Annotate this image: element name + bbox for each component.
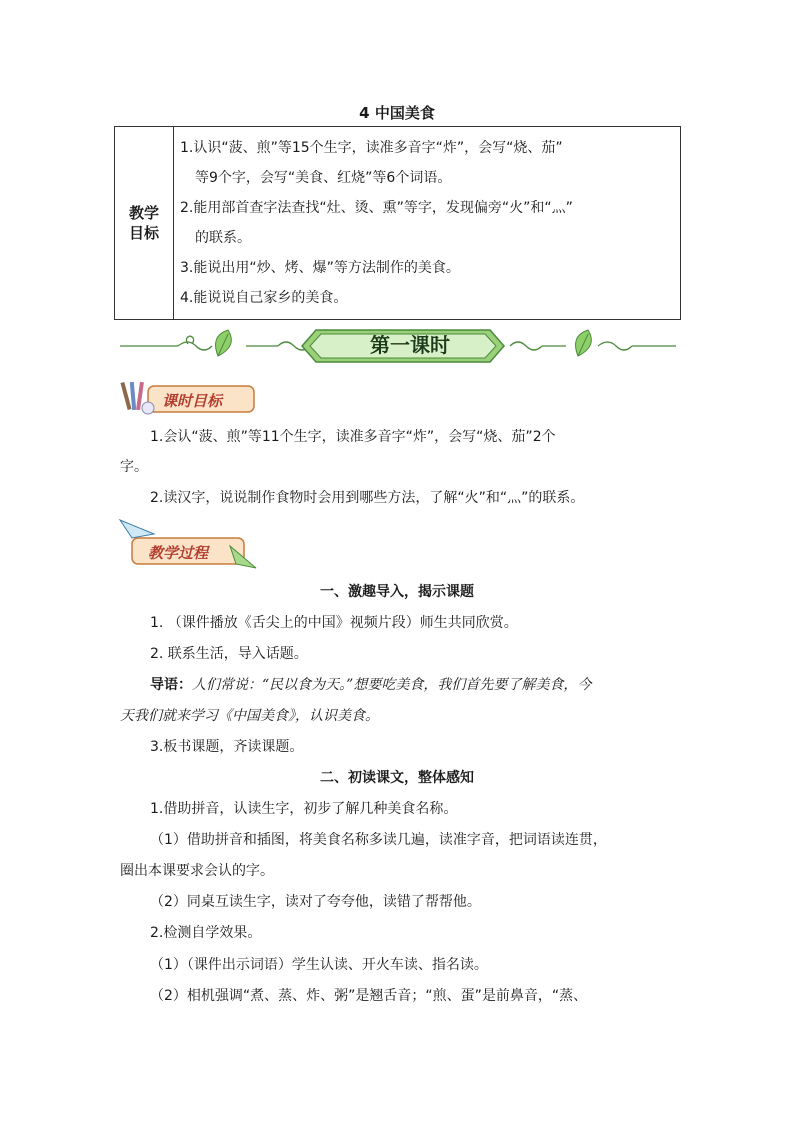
goal-line: 2.能用部首查字法查找“灶、烫、熏”等字，发现偏旁“火”和“灬” [180, 200, 573, 216]
objectives-tag-label: 课时目标 [162, 392, 223, 410]
paragraph: 圈出本课要求会认的字。 [120, 863, 274, 879]
right-leaf-icon [576, 330, 592, 356]
section-heading: 二、初读课文，整体感知 [320, 770, 474, 786]
objective-line: 字。 [120, 459, 148, 475]
goal-line: 的联系。 [195, 230, 251, 246]
paragraph: 1.借助拼音，认读生字，初步了解几种美食名称。 [150, 801, 458, 817]
paragraph: （2）同桌互读生字，读对了夸夸他，读错了帮帮他。 [150, 894, 481, 910]
guide-label: 导语： [150, 677, 192, 693]
objective-line: 1.会认“菠、煎”等11个生字，读准多音字“炸”，会写“烧、茄”2个 [150, 429, 556, 445]
paragraph: （1）借助拼音和插图，将美食名称多读几遍，读准字音，把词语读连贯， [150, 832, 607, 848]
right-vine-ornament [510, 342, 676, 350]
teaching-goals-table [114, 126, 681, 320]
paragraph: 3.板书课题，齐读课题。 [150, 739, 304, 755]
objective-line: 2.读汉字，说说制作食物时会用到哪些方法，了解“火”和“灬”的联系。 [150, 490, 585, 506]
goals-body [174, 127, 681, 320]
guide-text: 人们常说：“民以食为天。”想要吃美食，我们首先要了解美食，今 [192, 677, 592, 693]
paragraph: 2.检测自学效果。 [150, 925, 262, 941]
goals-label-bottom: 目标 [128, 224, 159, 242]
left-leaf-icon [216, 330, 232, 356]
goals-label-top: 教学 [128, 204, 159, 222]
paper-plane-icon [120, 520, 154, 538]
section-heading: 一、激趣导入，揭示课题 [320, 584, 474, 600]
goal-line: 1.认识“菠、煎”等15个生字，读准多音字“炸”，会写“烧、茄” [180, 140, 563, 156]
paragraph: 1. （课件播放《舌尖上的中国》视频片段）师生共同欣赏。 [150, 615, 518, 631]
paragraph: 2. 联系生活，导入话题。 [150, 646, 308, 662]
process-tag-label: 教学过程 [148, 544, 209, 562]
paragraph: （1）（课件出示词语）学生认读、开火车读、指名读。 [150, 957, 488, 973]
goal-line: 3.能说出用“炒、烤、爆”等方法制作的美食。 [180, 260, 460, 276]
left-vine-ornament [120, 336, 310, 350]
guide-paragraph [150, 675, 591, 695]
banner-title: 第一课时 [370, 333, 450, 357]
goals-label [115, 127, 174, 320]
goal-line: 4.能说说自己家乡的美食。 [180, 290, 348, 306]
page-title: 4 中国美食 [359, 104, 435, 122]
goal-line: 等9个字，会写“美食、红烧”等6个词语。 [195, 170, 452, 186]
guide-paragraph-cont: 天我们就来学习《中国美食》，认识美食。 [120, 708, 379, 724]
paragraph: （2）相机强调“煮、蒸、炸、粥”是翘舌音；“煎、蛋”是前鼻音，“蒸、 [150, 988, 588, 1004]
